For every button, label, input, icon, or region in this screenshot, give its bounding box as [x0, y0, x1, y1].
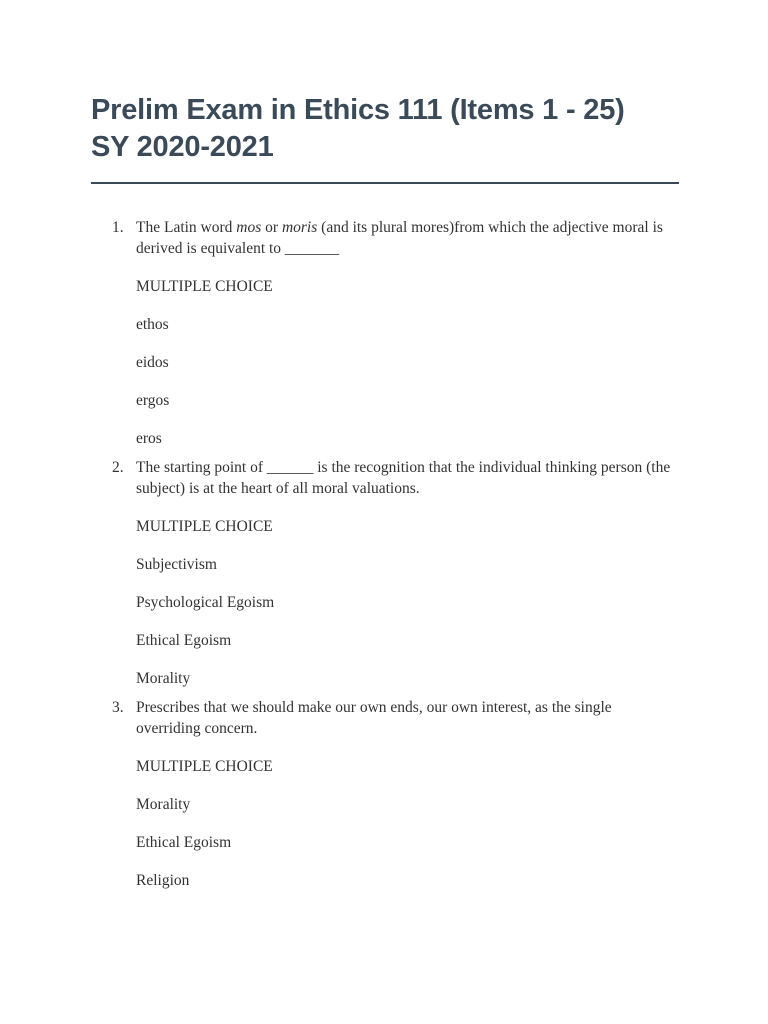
title-line-2: SY 2020-2021: [91, 131, 274, 163]
title-divider: [91, 182, 679, 184]
answer-option: Morality: [136, 796, 191, 813]
question-text: [136, 218, 679, 259]
question-text: Prescribes that we should make our own ends, our own interest, as the single overriding concern.: [136, 699, 612, 737]
answer-option: Morality: [136, 670, 191, 687]
answer-option: eros: [136, 430, 162, 447]
answer-option: Subjectivism: [136, 556, 217, 573]
answer-option: Ethical Egoism: [136, 834, 232, 851]
question-text-part: (and its plural mores)from which the adjective moral is derived is equivalent to _______: [136, 219, 663, 257]
question-list: [91, 218, 679, 891]
question-number: 3.: [112, 699, 124, 716]
question-text-part: The Latin word: [136, 219, 237, 236]
question-number: 1.: [112, 219, 124, 236]
document-page: [91, 92, 679, 900]
question-type: MULTIPLE CHOICE: [136, 278, 273, 295]
title-line-1: Prelim Exam in Ethics 111 (Items 1 - 25): [91, 94, 625, 126]
question-number: 2.: [112, 459, 124, 476]
answer-option: eidos: [136, 354, 169, 371]
question-3: [91, 698, 679, 891]
question-text-emphasis: mos: [236, 219, 262, 236]
question-text-emphasis: moris: [281, 219, 318, 236]
page-title: [91, 92, 679, 166]
question-type: MULTIPLE CHOICE: [136, 518, 273, 535]
answer-option: Psychological Egoism: [136, 594, 275, 611]
answer-option: Religion: [136, 872, 190, 889]
question-text-part: or: [261, 219, 282, 236]
question-1: [91, 218, 679, 449]
question-2: [91, 458, 679, 689]
question-text: The starting point of ______ is the recognition that the individual thinking person (the subject) is at the heart of all moral valuations.: [136, 459, 671, 497]
answer-option: ergos: [136, 392, 170, 409]
answer-option: Ethical Egoism: [136, 632, 232, 649]
answer-option: ethos: [136, 316, 169, 333]
question-type: MULTIPLE CHOICE: [136, 758, 273, 775]
